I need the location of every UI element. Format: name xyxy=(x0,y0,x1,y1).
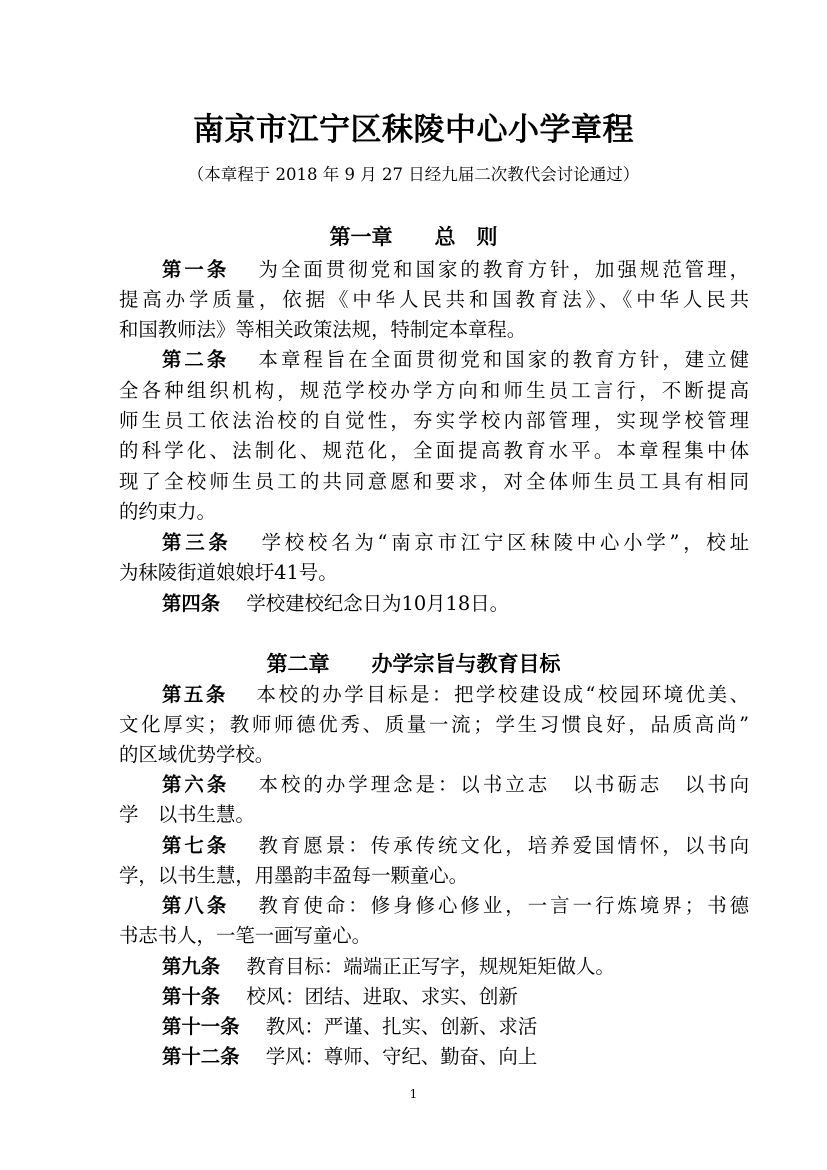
article-8-text: 教育使命：修身修心修业，一言一行炼境界；书德 xyxy=(255,894,749,917)
article-12-line-1 xyxy=(162,1042,749,1072)
article-2-line-3: 师生员工依法治校的自觉性，夯实学校内部管理，实现学校管理 xyxy=(119,409,749,432)
article-1-line-1 xyxy=(162,255,749,285)
article-3-text: 学校校名为“南京市江宁区秣陵中心小学”，校址 xyxy=(257,531,749,554)
article-11-label: 第十一条 xyxy=(162,1015,240,1038)
article-10-line-1 xyxy=(162,982,749,1012)
article-8-line-1 xyxy=(162,891,749,921)
article-2-line-2: 全各种组织机构，规范学校办学方向和师生员工言行，不断提高 xyxy=(119,379,749,402)
article-3-label: 第三条 xyxy=(162,531,232,554)
chapter-2-heading: 第二章 办学宗旨与教育目标 xyxy=(266,651,561,676)
article-1-line-2: 提高办学质量，依据《中华人民共和国教育法》、《中华人民共 xyxy=(119,288,749,311)
article-2-line-1 xyxy=(162,345,749,375)
article-5-label: 第五条 xyxy=(162,683,228,706)
article-2-line-5: 现了全校师生员工的共同意愿和要求，对全体师生员工具有相同 xyxy=(119,470,749,493)
article-5-text: 本校的办学目标是：把学校建设成“校园环境优美、 xyxy=(254,683,749,706)
article-1-line-3: 和国教师法》等相关政策法规，特制定本章程。 xyxy=(119,318,527,341)
article-6-label: 第六条 xyxy=(162,773,230,796)
article-6-line-1 xyxy=(162,770,749,800)
article-7-label: 第七条 xyxy=(162,834,230,857)
article-6-line-2: 学 以书生慧。 xyxy=(119,803,255,826)
article-1-text: 为全面贯彻党和国家的教育方针，加强规范管理， xyxy=(255,258,749,281)
article-4-line-1 xyxy=(162,589,749,619)
article-7-text: 教育愿景：传承传统文化，培养爱国情怀，以书向 xyxy=(255,834,749,857)
article-12-label: 第十二条 xyxy=(162,1045,240,1068)
article-11-line-1 xyxy=(162,1012,749,1042)
article-2-line-4: 的科学化、法制化、规范化，全面提高教育水平。本章程集中体 xyxy=(119,439,749,462)
article-2-label: 第二条 xyxy=(162,348,230,371)
chapter-1-heading: 第一章 总 则 xyxy=(329,224,498,249)
article-5-line-2: 文化厚实；教师师德优秀、质量一流；学生习惯良好，品质高尚” xyxy=(119,713,749,736)
article-5-line-1 xyxy=(162,680,749,710)
article-10-label: 第十条 xyxy=(162,985,221,1008)
page-number: 1 xyxy=(409,1087,418,1101)
document-title: 南京市江宁区秣陵中心小学章程 xyxy=(193,112,634,148)
article-4-label: 第四条 xyxy=(162,592,221,615)
article-3-line-1 xyxy=(162,528,749,558)
article-9-line-1 xyxy=(162,952,749,982)
article-8-line-2: 书志书人，一笔一画写童心。 xyxy=(119,924,372,947)
article-9-text: 教育目标：端端正正写字，规规矩矩做人。 xyxy=(246,955,615,978)
article-1-label: 第一条 xyxy=(162,258,230,281)
article-6-text: 本校的办学理念是：以书立志 以书砺志 以书向 xyxy=(255,773,749,796)
article-11-text: 教风：严谨、扎实、创新、求活 xyxy=(265,1015,538,1038)
document-subtitle: （本章程于 2018 年 9 月 27 日经九届二次教代会讨论通过） xyxy=(187,165,640,184)
article-9-label: 第九条 xyxy=(162,955,221,978)
article-4-text: 学校建校纪念日为10月18日。 xyxy=(246,592,510,615)
article-7-line-1 xyxy=(162,831,749,861)
article-10-text: 校风：团结、进取、求实、创新 xyxy=(246,985,518,1008)
article-3-line-2: 为秣陵街道娘娘圩41号。 xyxy=(119,561,338,584)
article-12-text: 学风：尊师、守纪、勤奋、向上 xyxy=(265,1045,538,1068)
article-2-text: 本章程旨在全面贯彻党和国家的教育方针，建立健 xyxy=(255,348,749,371)
article-5-line-3: 的区域优势学校。 xyxy=(119,743,275,766)
article-7-line-2: 学，以书生慧，用墨韵丰盈每一颗童心。 xyxy=(119,864,469,887)
article-2-line-6: 的约束力。 xyxy=(119,500,216,523)
article-8-label: 第八条 xyxy=(162,894,230,917)
